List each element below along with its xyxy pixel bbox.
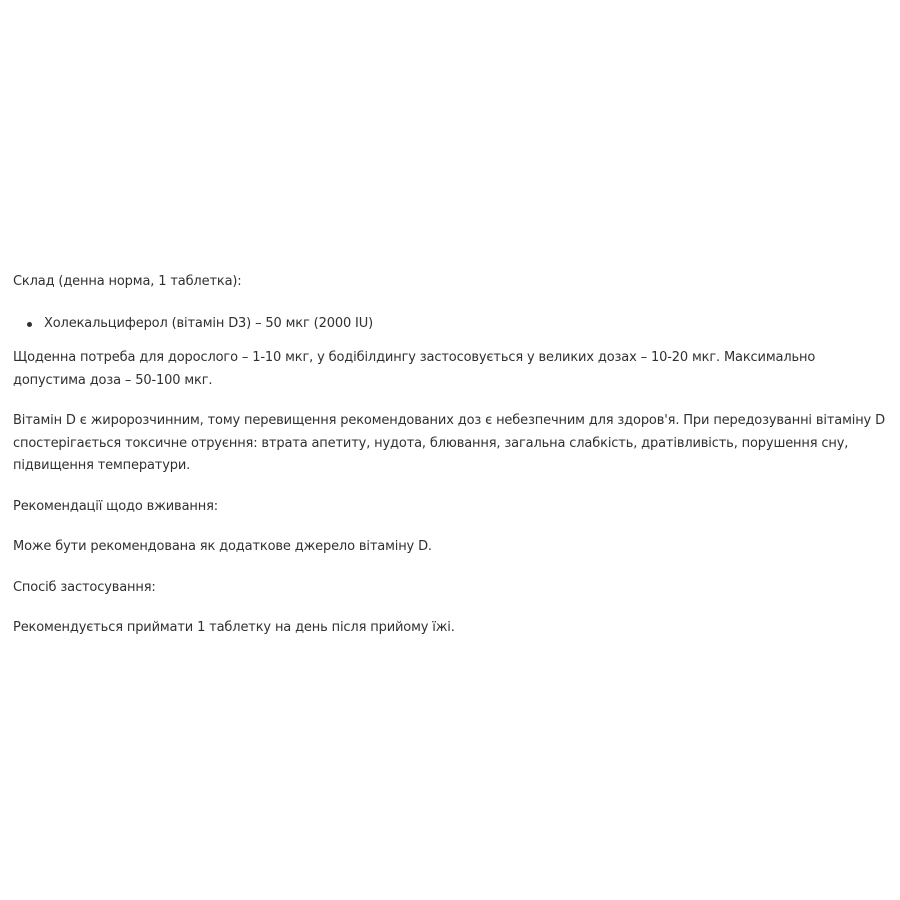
usage-text: Рекомендується приймати 1 таблетку на день після прийому їжі. bbox=[13, 620, 455, 635]
daily-need-paragraph: Щоденна потреба для дорослого – 1-10 мкг, у бодібілдингу застосовується у великих дозах – 10-20 мкг. Максимально допустима доза – 50-100 мкг. bbox=[13, 350, 816, 388]
bullet-icon bbox=[27, 322, 32, 327]
recommendations-text: Може бути рекомендована як додаткове джерело вітаміну D. bbox=[13, 539, 432, 554]
warning-paragraph: Вітамін D є жиророзчинним, тому перевищення рекомендованих доз є небезпечним для здоров'я. При передозуванні вітаміну D спостерігається токсичне отруєння: втрата апетиту, нудота, блювання, загальна слабкість, дратівливість, порушення сну, підвищення температури. bbox=[13, 413, 885, 473]
ingredient-list bbox=[13, 313, 889, 336]
usage-heading: Спосіб застосування: bbox=[13, 579, 156, 595]
recommendations-heading: Рекомендації щодо вживання: bbox=[13, 498, 218, 514]
composition-heading: Склад (денна норма, 1 таблетка): bbox=[13, 274, 242, 289]
list-item bbox=[44, 313, 889, 336]
ingredient-text: Холекальциферол (вітамін D3) – 50 мкг (2000 IU) bbox=[44, 315, 374, 331]
product-description bbox=[13, 271, 889, 640]
